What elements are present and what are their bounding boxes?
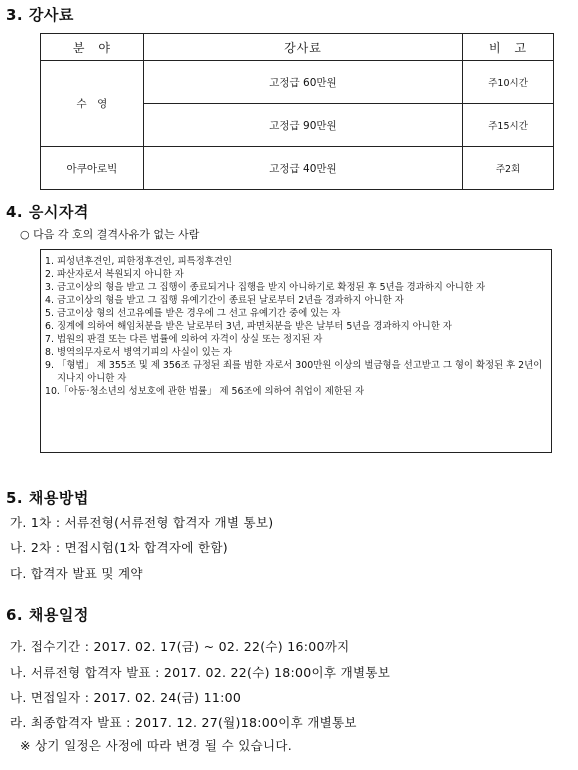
schedule-line-4: 라. 최종합격자 발표 : 2017. 12. 27(월)18:00이후 개별통보	[10, 715, 357, 730]
note-cell: 주15시간	[463, 104, 554, 147]
list-item: 9. 「형법」 제 355조 및 제 356조 규정된 죄를 범한 자로서 300만원 이상의 벌금형을 선고받고 그 형이 확정된 후 2년이 지나지 아니한 자	[45, 360, 543, 384]
list-item: 1. 피성년후견인, 피한정후견인, 피특정후견인	[45, 256, 232, 267]
qualification-intro: ○ 다음 각 호의 결격사유가 없는 사람	[20, 228, 200, 241]
table-row	[41, 61, 554, 104]
section-6-title: 6. 채용일정	[6, 606, 89, 624]
fee-table	[40, 33, 554, 190]
header-note: 비 고	[463, 34, 554, 61]
section-3-title: 3. 강사료	[6, 6, 74, 24]
list-item: 8. 병역의무자로서 병역기피의 사실이 있는 자	[45, 347, 232, 358]
list-item: 7. 법원의 판결 또는 다른 법률에 의하여 자격이 상실 또는 정지된 자	[45, 334, 323, 345]
method-line-1: 가. 1차 : 서류전형(서류전형 합격자 개별 통보)	[10, 515, 274, 530]
section-4-title: 4. 응시자격	[6, 203, 89, 221]
list-item: 5. 금고이상 형의 선고유예를 받은 경우에 그 선고 유예기간 중에 있는 자	[45, 308, 341, 319]
disqualification-box	[40, 249, 552, 453]
schedule-footnote: ※ 상기 일정은 사정에 따라 변경 될 수 있습니다.	[20, 738, 292, 753]
header-field: 분 야	[41, 34, 144, 61]
list-item: 4. 금고이상의 형을 받고 그 집행 유예기간이 종료된 날로부터 2년을 경과하지 아니한 자	[45, 295, 404, 306]
note-cell: 주2회	[463, 147, 554, 190]
method-line-2: 나. 2차 : 면접시험(1차 합격자에 한함)	[10, 540, 228, 555]
list-item: 2. 파산자로서 복원되지 아니한 자	[45, 269, 184, 280]
disqualification-list	[45, 255, 545, 398]
fee-cell: 고정급 90만원	[143, 104, 462, 147]
list-item: 10. 「아동·청소년의 성보호에 관한 법률」 제 56조에 의하여 취업이 제한된 자	[45, 386, 365, 397]
field-cell: 수 영	[41, 61, 144, 147]
list-item: 3. 금고이상의 형을 받고 그 집행이 종료되거나 집행을 받지 아니하기로 확정된 후 5년을 경과하지 아니한 자	[45, 282, 486, 293]
schedule-line-3: 나. 면접일자 : 2017. 02. 24(금) 11:00	[10, 690, 242, 705]
schedule-line-1: 가. 접수기간 : 2017. 02. 17(금) ~ 02. 22(수) 16:00까지	[10, 639, 350, 654]
fee-cell: 고정급 40만원	[143, 147, 462, 190]
note-cell: 주10시간	[463, 61, 554, 104]
list-item: 6. 징계에 의하여 해임처분을 받은 날로부터 3년, 파면처분을 받은 날부터 5년을 경과하지 아니한 자	[45, 321, 452, 332]
header-fee: 강사료	[143, 34, 462, 61]
fee-cell: 고정급 60만원	[143, 61, 462, 104]
section-5-title: 5. 채용방법	[6, 489, 89, 507]
table-row	[41, 147, 554, 190]
schedule-line-2: 나. 서류전형 합격자 발표 : 2017. 02. 22(수) 18:00이후 개별통보	[10, 665, 391, 680]
field-cell: 아쿠아로빅	[41, 147, 144, 190]
fee-table-header	[41, 34, 554, 61]
method-line-3: 다. 합격자 발표 및 계약	[10, 566, 143, 581]
